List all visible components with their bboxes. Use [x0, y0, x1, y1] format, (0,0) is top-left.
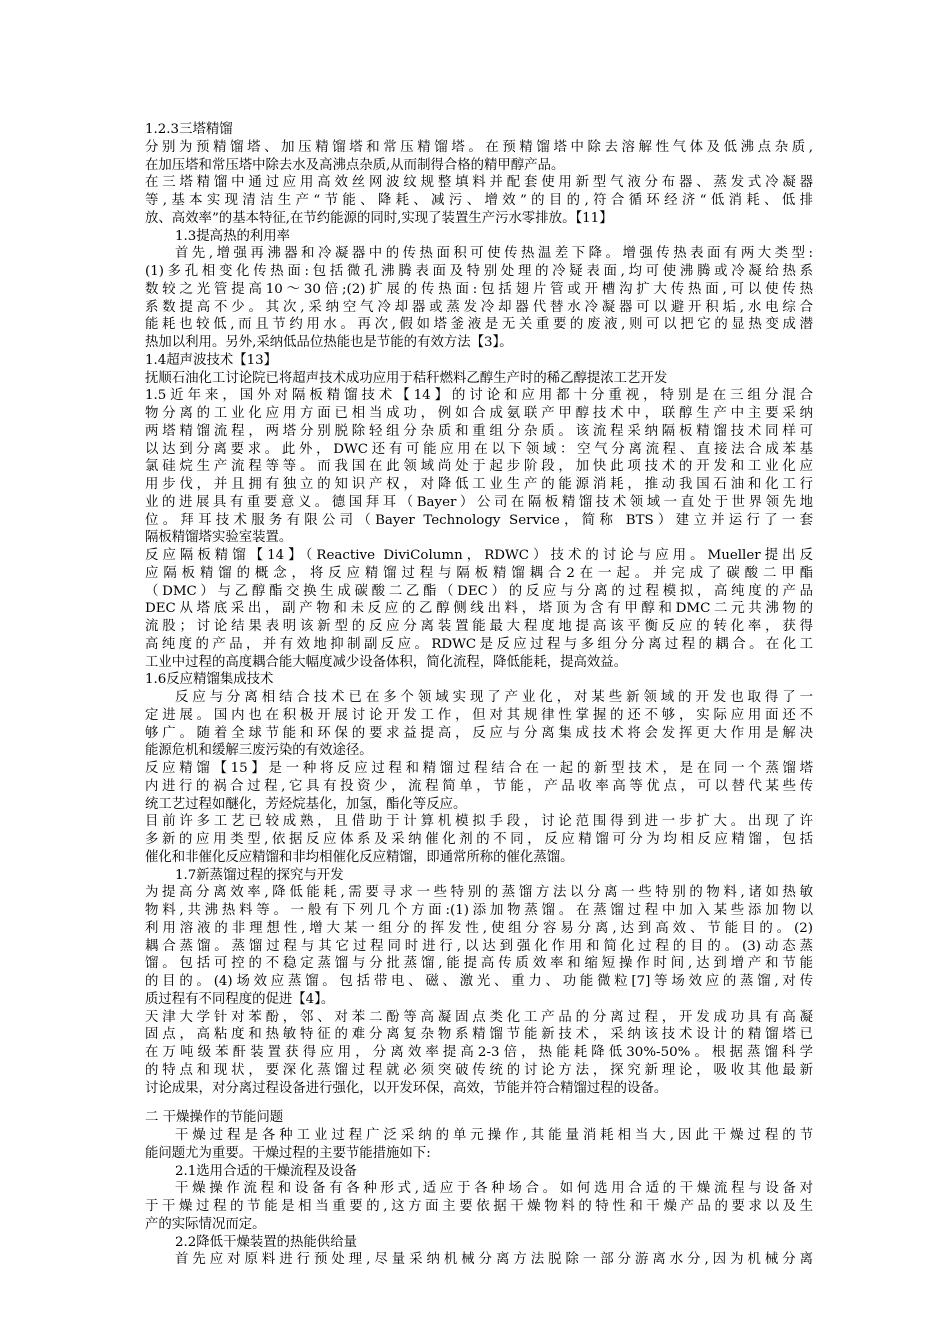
text-line: 抚顺石油化工讨论院已将超声技术成功应用于秸秆燃料乙醇生产时的稀乙醇提浓工艺开发 [145, 370, 668, 386]
text-line: 等,基本实现清洁生产“节能、降耗、减污、增效”的目的,符合循环经济“低消耗、低排 [145, 193, 813, 208]
text-line: 产的实际情况而定。 [145, 1216, 266, 1232]
text-line: 流股；讨论结果表明该新型的反应分离装置能最大程度地提高该平衡反应的转化率，获得 [145, 619, 813, 634]
text-line: 物分离的工业化应用方面已相当成功，例如合成氨联产甲醇技术中，联醇生产中主要采纳 [145, 406, 813, 421]
text-line: 目前许多工艺已较成熟，且借助于计算机模拟手段，讨论范围得到进一步扩大。出现了许 [145, 814, 813, 830]
text-line: 质过程有不同程度的促进【4】。 [145, 991, 335, 1007]
text-line: 物料,共沸热料等。一般有下列几个方面:(1)添加物蒸馏。在蒸馏过程中加入某些添加物以 [145, 903, 813, 918]
text-line: 以达到分离要求。此外，DWC还有可能应用在以下领域：空气分离流程、直接法合成苯基 [145, 441, 813, 457]
text-line: 于干燥过程的节能是相当重要的,这方面主要依据干燥物料的特性和干燥产品的要求以及生 [145, 1199, 813, 1214]
text-line: 能问题尤为重要。干燥过程的主要节能措施如下: [145, 1145, 431, 1161]
text-line: 天津大学针对苯酚，邻、对苯二酚等高凝固点类化工产品的分离过程，开发成功具有高凝 [145, 1009, 813, 1025]
text-line: 固点，高粘度和热敏特征的难分离复杂物系精馏节能新技术，采纳该技术设计的精馏塔已 [145, 1027, 813, 1043]
text-line: 催化和非催化反应精馏和非均相催化反应精馏，即通常所称的催化蒸馏。 [145, 849, 574, 865]
text-line: 能耗也较低,而且节约用水。再次,假如塔釜液是无关重要的废液,则可以把它的显热变成潜 [145, 317, 813, 333]
text-line: 1.3提高热的利用率 [175, 228, 291, 244]
text-line: 干燥过程是各种工业过程广泛采纳的单元操作,其能量消耗相当大,因此干燥过程的节 [175, 1128, 813, 1143]
text-line: 首先,增强再沸器和冷凝器中的传热面积可使传热温差下降。增强传热表面有两大类型: [175, 246, 813, 262]
text-line: 隔板精馏塔实验室装置。 [145, 530, 293, 546]
text-line: 1.7新蒸馏过程的探究与开发 [175, 867, 344, 883]
text-line: 耦合蒸馏。蒸馏过程与其它过程同时进行,以达到强化作用和简化过程的目的。(3)动态蒸 [145, 938, 813, 954]
text-line: 在加压塔和常压塔中除去水及高沸点杂质,从而制得合格的精甲醇产品。 [145, 157, 565, 173]
text-line: 内进行的祸合过程,它具有投资少，流程简单，节能，产品收率高等优点，可以替代某些传 [145, 778, 813, 794]
text-line: 1.2.3三塔精馏 [145, 122, 233, 137]
text-line: 在万吨级苯酐装置获得应用，分离效率提高2-3倍，热能耗降低30%-50%。根据蒸馏科学 [145, 1045, 813, 1060]
text-line: 利用溶液的非理想性,增大某一组分的挥发性,使组分容易分离,达到高效、节能目的。(2) [145, 920, 813, 936]
text-line: 分别为预精馏塔、加压精馏塔和常压精馏塔。在预精馏塔中除去溶解性气体及低沸点杂质, [145, 139, 813, 155]
text-line: 馏。包括可控的不稳定蒸馏与分批蒸馏,能提高传质效率和缩短操作时间,达到增产和节能 [145, 956, 813, 972]
text-line: 氯硅烷生产流程等等。而我国在此领域尚处于起步阶段，加快此项技术的开发和工业化应 [145, 459, 813, 475]
text-line: 够广。随着全球节能和环保的要求益提高，反应与分离集成技术将会发挥更大作用是解决 [145, 725, 813, 741]
text-line: 1.6反应精馏集成技术 [145, 672, 274, 688]
text-line: （DMC）与乙醇酯交换生成碳酸二乙酯（DEC）的反应与分离的过程模拟，高纯度的产品 [145, 583, 813, 599]
text-line: 统工艺过程如醚化，芳烃烷基化，加氢，酯化等反应。 [145, 796, 467, 812]
text-line: 热加以利用。另外,采纳低品位热能也是节能的有效方法【3】。 [145, 335, 513, 350]
text-line: 系数提高不少。其次,采纳空气冷却器或蒸发冷却器代替水冷凝器可以避开积垢,水电综合 [145, 299, 813, 315]
text-line: 反应隔板精馏【14】（Reactive DiviColumn，RDWC）技术的讨论与应用。Mueller提出反 [145, 548, 813, 563]
text-line: 多新的应用类型,依据反应体系及采纳催化剂的不同，反应精馏可分为均相反应精馏，包括 [145, 832, 813, 847]
text-line: 为提高分离效率,降低能耗,需要寻求一些特别的蒸馏方法以分离一些特别的物料,诸如热敏 [145, 885, 813, 901]
text-line: 2.2降低干燥装置的热能供给量 [175, 1234, 357, 1250]
text-line: 放、高效率”的基本特征,在节约能源的同时,实现了装置生产污水零排放。【11】 [145, 210, 613, 226]
text-line: 应隔板精馏的概念，将反应精馏过程与隔板精馏耦合2在一起。并完成了碳酸二甲酯 [145, 565, 813, 581]
text-line: 的特点和现状，要深化蒸馏过程就必须突破传统的讨论方法，探究新理论，吸收其他最新 [145, 1062, 813, 1078]
text-line: 首先应对原料进行预处理,尽量采纳机械分离方法脱除一部分游离水分,因为机械分离 [175, 1252, 813, 1268]
text-line: 2.1选用合适的干燥流程及设备 [175, 1163, 357, 1179]
text-line: 干燥操作流程和设备有各种形式,适应于各种场合。如何选用合适的干燥流程与设备对 [175, 1181, 813, 1197]
text-line: 两塔精馏流程，两塔分别脱除轻组分杂质和重组分杂质。该流程采纳隔板精馏技术同样可 [145, 423, 813, 439]
text-line: 位。拜耳技术服务有限公司（Bayer Technology Service，简称 BTS）建立并运行了一套 [145, 512, 813, 528]
text-line: 反应精馏【15】是一种将反应过程和精馏过程结合在一起的新型技术，是在同一个蒸馏塔 [145, 761, 813, 776]
document-body [145, 121, 813, 1269]
text-line: 工业中过程的高度耦合能大幅度减少设备体积，简化流程，降低能耗，提高效益。 [145, 654, 628, 670]
text-line: 在三塔精馏中通过应用高效丝网波纹规整填料并配套使用新型气液分布器、蒸发式冷凝器 [145, 175, 813, 191]
text-line: DEC从塔底采出，副产物和未反应的乙醇侧线出料，塔顶为含有甲醇和DMC二元共沸物的 [145, 601, 813, 617]
text-line: 数较之光管提高10～30倍;(2)扩展的传热面:包括翅片管或开槽沟扩大传热面,可以使传热 [145, 281, 813, 297]
text-line: 二 干燥操作的节能问题 [145, 1110, 284, 1126]
text-line: 反应与分离相结合技术已在多个领域实现了产业化，对某些新领域的开发也取得了一 [175, 690, 813, 705]
text-line: 业的进展具有重要意义。德国拜耳（Bayer）公司在隔板精馏技术领域一直处于世界领先地 [145, 494, 813, 510]
text-line: (1)多孔相变化传热面:包括微孔沸腾表面及特别处理的冷疑表面,均可使沸腾或冷凝给热系 [145, 264, 813, 279]
text-line: 高纯度的产品，并有效地抑制副反应。RDWC是反应过程与多组分分离过程的耦合。在化工 [145, 636, 813, 652]
text-line: 的目的。(4)场效应蒸馏。包括带电、磁、激光、重力、功能微粒[7]等场效应的蒸馏,对传 [145, 974, 813, 989]
text-line: 定进展。国内也在积极开展讨论开发工作，但对其规律性掌握的还不够，实际应用面还不 [145, 707, 813, 723]
text-line: 能源危机和缓解三废污染的有效途径。 [145, 743, 373, 759]
text-line: 用步伐，并且拥有独立的知识产权，对降低工业生产的能源消耗，推动我国石油和化工行 [145, 477, 813, 492]
text-line: 1.5近年来，国外对隔板精馏技术【14】的讨论和应用都十分重视，特别是在三组分混合 [145, 388, 813, 404]
text-line: 1.4超声波技术【13】 [145, 352, 278, 368]
text-line: 讨论成果，对分离过程设备进行强化，以开发环保，高效，节能并符合精馏过程的设备。 [145, 1080, 668, 1096]
